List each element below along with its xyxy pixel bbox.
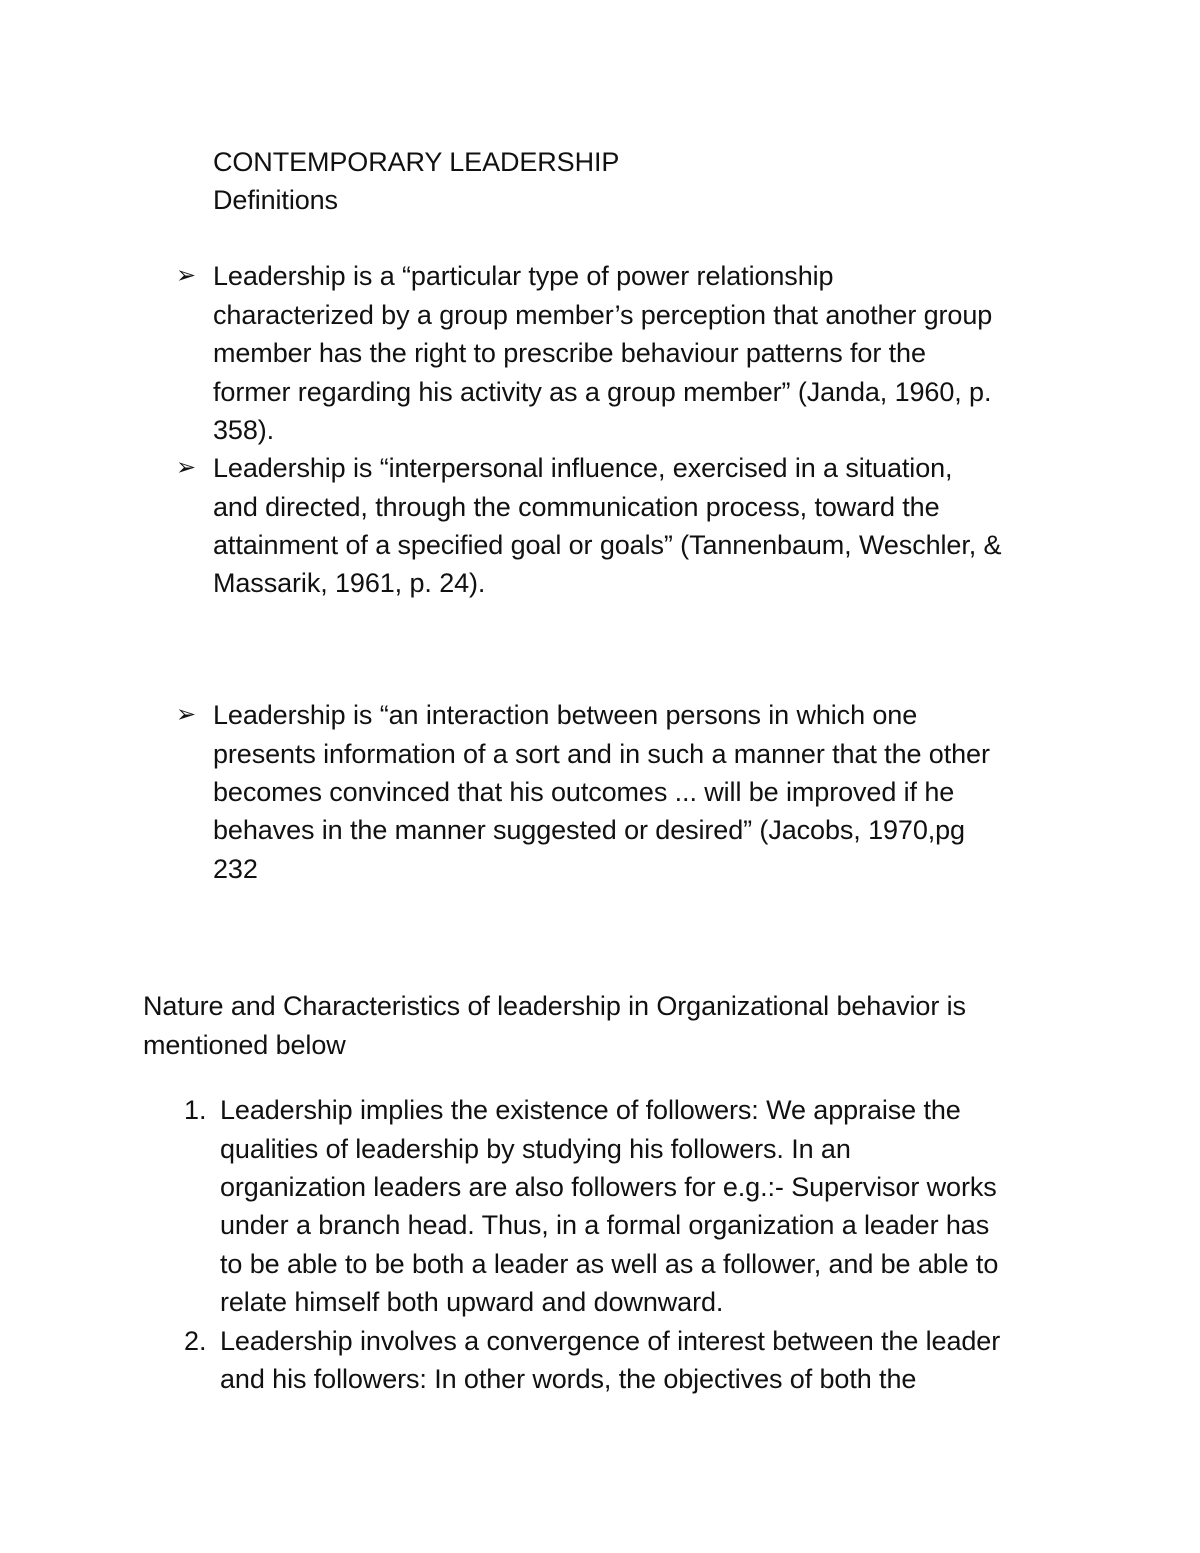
document-subtitle: Definitions — [213, 185, 338, 215]
nature-heading-line-2: mentioned below — [143, 1030, 346, 1060]
characteristic-1-line-5: to be able to be both a leader as well as a follower, and be able to — [220, 1249, 999, 1279]
definition-1-line-5: 358). — [213, 415, 275, 445]
characteristic-1-line-1: Leadership implies the existence of followers: We appraise the — [220, 1095, 961, 1125]
characteristic-1-line-6: relate himself both upward and downward. — [220, 1287, 724, 1317]
definition-3-line-5: 232 — [213, 854, 258, 884]
definition-2-line-1: Leadership is “interpersonal influence, exercised in a situation, — [213, 453, 953, 483]
definition-1-line-2: characterized by a group member’s perception that another group — [213, 300, 993, 330]
nature-heading-line-1: Nature and Characteristics of leadership in Organizational behavior is — [143, 991, 966, 1021]
characteristic-1-line-3: organization leaders are also followers for e.g.:- Supervisor works — [220, 1172, 997, 1202]
characteristic-1-line-4: under a branch head. Thus, in a formal organization a leader has — [220, 1210, 990, 1240]
bullet-arrow-icon: ➢ — [176, 701, 197, 728]
definition-1-line-4: former regarding his activity as a group member” (Janda, 1960, p. — [213, 377, 992, 407]
definition-1-line-1: Leadership is a “particular type of power relationship — [213, 261, 834, 291]
characteristic-2-line-1: Leadership involves a convergence of interest between the leader — [220, 1326, 1001, 1356]
definition-3-line-3: becomes convinced that his outcomes ... will be improved if he — [213, 777, 955, 807]
bullet-arrow-icon: ➢ — [176, 262, 197, 289]
definition-1-line-3: member has the right to prescribe behaviour patterns for the — [213, 338, 926, 368]
list-number: 2. — [184, 1326, 207, 1356]
definition-3-line-1: Leadership is “an interaction between persons in which one — [213, 700, 918, 730]
definition-2-line-4: Massarik, 1961, p. 24). — [213, 568, 486, 598]
definition-3-line-2: presents information of a sort and in such a manner that the other — [213, 739, 990, 769]
document-title: CONTEMPORARY LEADERSHIP — [213, 147, 620, 177]
definition-2-line-2: and directed, through the communication process, toward the — [213, 492, 940, 522]
characteristic-2-line-2: and his followers: In other words, the objectives of both the — [220, 1364, 917, 1394]
list-number: 1. — [184, 1095, 207, 1125]
definition-2-line-3: attainment of a specified goal or goals” (Tannenbaum, Weschler, & — [213, 530, 1002, 560]
definition-3-line-4: behaves in the manner suggested or desired” (Jacobs, 1970,pg — [213, 815, 965, 845]
characteristic-1-line-2: qualities of leadership by studying his followers. In an — [220, 1134, 851, 1164]
bullet-arrow-icon: ➢ — [176, 454, 197, 481]
